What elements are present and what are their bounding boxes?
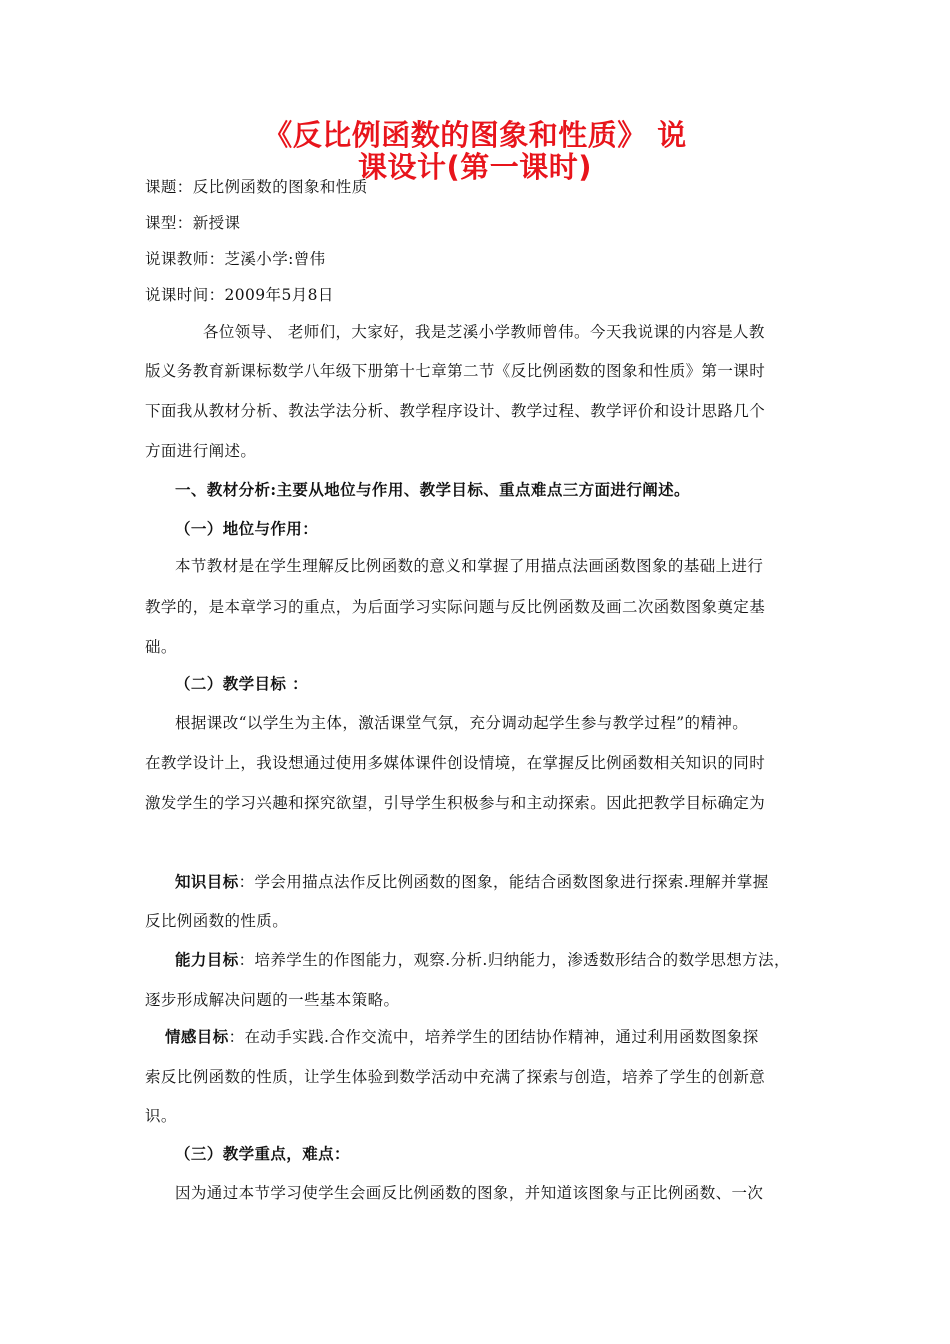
intro-line: 方面进行阐述。: [145, 442, 257, 460]
goal-ability-label: 能力目标: [175, 950, 239, 969]
subsection-1-text: 本节教材是在学生理解反比例函数的意义和掌握了用描点法画函数图象的基础上进行: [175, 557, 764, 575]
goal-emotion: [165, 1027, 759, 1047]
meta-teacher: 说课教师：芝溪小学:曾伟: [145, 250, 326, 268]
intro-line: 版义务教育新课标数学八年级下册第十七章第二节《反比例函数的图象和性质》第一课时: [145, 362, 766, 380]
intro-line: 下面我从教材分析、教法学法分析、教学程序设计、教学过程、教学评价和设计思路几个: [145, 402, 766, 420]
goal-ability-text: ：培养学生的作图能力，观察.分析.归纳能力，渗透数形结合的数学思想方法，: [238, 951, 790, 969]
goal-knowledge-text: ：学会用描点法作反比例函数的图象，能结合函数图象进行探索.理解并掌握: [238, 873, 769, 891]
subsection-3-text: 因为通过本节学习使学生会画反比例函数的图象，并知道该图象与正比例函数、一次: [175, 1184, 764, 1202]
goal-emotion-text-2: 索反比例函数的性质，让学生体验到数学活动中充满了探索与创造，培养了学生的创新意: [145, 1068, 766, 1086]
goal-knowledge-text-2: 反比例函数的性质。: [145, 912, 289, 930]
subsection-1-text: 教学的，是本章学习的重点，为后面学习实际问题与反比例函数及画二次函数图象奠定基: [145, 598, 766, 616]
goal-emotion-label: 情感目标: [165, 1027, 229, 1046]
subsection-1-text: 础。: [145, 638, 177, 656]
meta-time: 说课时间：2009年5月8日: [145, 286, 334, 304]
meta-type: 课型：新授课: [145, 214, 241, 232]
section-1-heading: 一、教材分析:主要从地位与作用、教学目标、重点难点三方面进行阐述。: [175, 480, 690, 499]
goal-emotion-text-3: 识。: [145, 1107, 177, 1125]
subsection-3-heading: （三）教学重点，难点：: [175, 1144, 350, 1163]
subsection-2-heading: （二）教学目标 ：: [175, 674, 308, 693]
goal-ability-text-2: 逐步形成解决问题的一些基本策略。: [145, 991, 400, 1009]
document-title-line-2: 课设计(第一课时): [357, 150, 592, 184]
subsection-1-heading: （一）地位与作用：: [175, 519, 319, 538]
subsection-2-text: 根据课改“以学生为主体，激活课堂气氛，充分调动起学生参与教学过程”的精神。: [175, 714, 749, 732]
goal-knowledge-label: 知识目标: [175, 872, 239, 891]
subsection-2-text: 激发学生的学习兴趣和探究欲望，引导学生积极参与和主动探索。因此把教学目标确定为: [145, 794, 766, 812]
subsection-2-text: 在教学设计上，我设想通过使用多媒体课件创设情境，在掌握反比例函数相关知识的同时: [145, 754, 766, 772]
goal-ability: [175, 950, 790, 970]
document-title-line-1: 《反比例函数的图象和性质》 说: [263, 118, 687, 152]
goal-knowledge: [175, 872, 769, 892]
intro-line: 各位领导、 老师们，大家好，我是芝溪小学教师曾伟。今天我说课的内容是人教: [203, 323, 765, 341]
goal-emotion-text: ：在动手实践.合作交流中，培养学生的团结协作精神，通过利用函数图象探: [228, 1028, 759, 1046]
meta-topic: 课题：反比例函数的图象和性质: [145, 178, 368, 196]
